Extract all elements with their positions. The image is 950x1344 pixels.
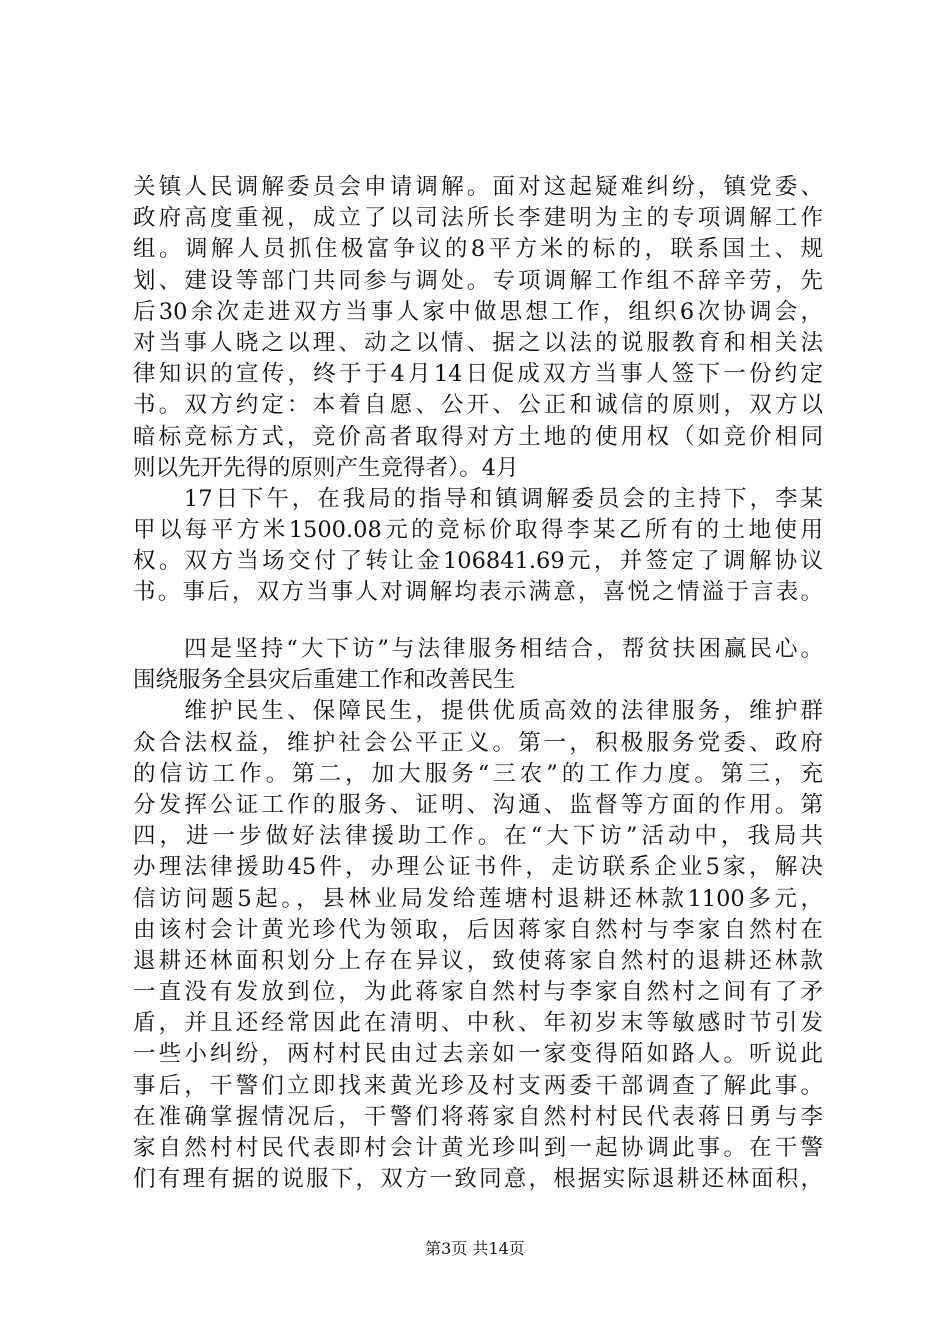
text-line: 组。调解人员抓住极富争议的8平方米的标的，联系国土、规 xyxy=(133,236,823,263)
text-line: 书。事后，双方当事人对调解均表示满意，喜悦之情溢于言表。 xyxy=(133,579,823,606)
text-line: 一些小纠纷，两村村民由过去亲如一家变得陌如路人。听说此 xyxy=(133,1041,823,1068)
text-line: 则以先开先得的原则产生竞得者）。4月 xyxy=(133,454,519,481)
text-line: 退耕还林面积划分上存在异议，致使蒋家自然村的退耕还林款 xyxy=(133,947,823,974)
text-line: 后30余次走进双方当事人家中做思想工作，组织6次协调会， xyxy=(133,298,823,325)
text-line: 权。双方当场交付了转让金106841.69元，并签定了调解协议 xyxy=(133,548,823,575)
text-line: 分发挥公证工作的服务、证明、沟通、监督等方面的作用。第 xyxy=(133,791,823,818)
page-number-footer: 第3页 共14页 xyxy=(425,1239,525,1258)
text-line: 在准确掌握情况后，干警们将蒋家自然村村民代表蒋日勇与李 xyxy=(133,1103,823,1130)
text-line: 信访问题5起。，县林业局发给莲塘村退耕还林款1100多元， xyxy=(133,885,823,912)
text-line: 一直没有发放到位，为此蒋家自然村与李家自然村之间有了矛 xyxy=(133,979,823,1006)
text-line: 关镇人民调解委员会申请调解。面对这起疑难纠纷，镇党委、 xyxy=(133,174,823,200)
text-line: 办理法律援助45件，办理公证书件，走访联系企业5家，解决 xyxy=(133,854,823,881)
text-line: 围绕服务全县灾后重建工作和改善民生 xyxy=(133,667,516,694)
text-line: 家自然村村民代表即村会计黄光珍叫到一起协调此事。在干警 xyxy=(133,1135,823,1161)
paragraph-block-legal-service xyxy=(133,634,823,1195)
text-line: 由该村会计黄光珍代为领取，后因蒋家自然村与李家自然村在 xyxy=(133,916,823,943)
text-line: 政府高度重视，成立了以司法所长李建明为主的专项调解工作 xyxy=(133,205,823,232)
text-line: 划、建设等部门共同参与调处。专项调解工作组不辞辛劳，先 xyxy=(133,267,823,294)
text-line: 对当事人晓之以理、动之以情、据之以法的说服教育和相关法 xyxy=(133,329,823,356)
text-line: 律知识的宣传，终于于4月14日促成双方当事人签下一份约定 xyxy=(133,361,823,388)
text-line: 四，进一步做好法律援助工作。在“大下访”活动中，我局共 xyxy=(133,823,823,850)
text-line: 17日下午，在我局的指导和镇调解委员会的主持下，李某 xyxy=(133,485,823,512)
text-line: 书。双方约定：本着自愿、公开、公正和诚信的原则，双方以 xyxy=(133,392,823,419)
text-line: 众合法权益，维护社会公平正义。第一，积极服务党委、政府 xyxy=(133,729,823,756)
text-line: 甲以每平方米1500.08元的竞标价取得李某乙所有的土地使用 xyxy=(133,517,823,544)
paragraph-block-mediation-case xyxy=(133,172,823,609)
text-line: 暗标竞标方式，竞价高者取得对方土地的使用权（如竞价相同 xyxy=(133,423,823,450)
text-line: 盾，并且还经常因此在清明、中秋、年初岁末等敏感时节引发 xyxy=(133,1010,823,1037)
text-line: 事后，干警们立即找来黄光珍及村支两委干部调查了解此事。 xyxy=(133,1072,823,1099)
text-line: 的信访工作。第二，加大服务“三农”的工作力度。第三，充 xyxy=(133,760,823,787)
text-line: 四是坚持“大下访”与法律服务相结合，帮贫扶困赢民心。 xyxy=(133,636,823,662)
text-line: 维护民生、保障民生，提供优质高效的法律服务，维护群 xyxy=(133,698,823,725)
text-line: 们有理有据的说服下，双方一致同意，根据实际退耕还林面积， xyxy=(133,1166,823,1193)
